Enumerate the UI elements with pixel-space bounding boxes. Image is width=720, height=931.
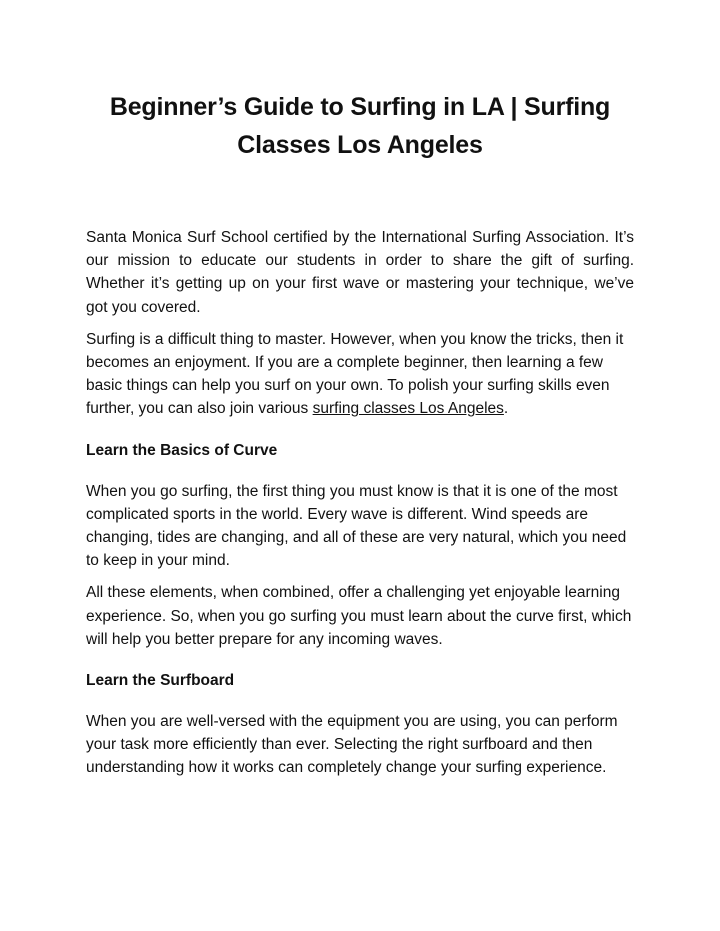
paragraph-text-end: . xyxy=(503,400,509,418)
section-heading-surfboard: Learn the Surfboard xyxy=(86,672,235,690)
paragraph-surfing-difficulty xyxy=(86,328,634,421)
section-heading-basics-of-curve: Learn the Basics of Curve xyxy=(86,441,278,459)
section-paragraph: When you go surfing, the first thing you must know is that it is one of the most complicated sports in the world. Every wave is different. Wind speeds are changing, tides are changing, and all of these are very natural, which you need to keep in your mind. xyxy=(86,482,627,570)
paragraph-text: Surfing is a difficult thing to master. However, when you know the tricks, then it becomes an enjoyment. If you are a complete beginner, then learning a few basic things can help you surf on your own. To polish your surfing skills even further, you can also join various xyxy=(86,330,624,418)
page-title: Beginner’s Guide to Surfing in LA | Surfing Classes Los Angeles xyxy=(109,93,611,159)
section-paragraph: All these elements, when combined, offer a challenging yet enjoyable learning experience. So, when you go surfing you must learn about the curve first, which will help you better prepare for any incoming waves. xyxy=(86,584,632,648)
section-paragraph: When you are well-versed with the equipment you are using, you can perform your task more efficiently than ever. Selecting the right surfboard and then understanding how it works can completely change your surfing experience. xyxy=(86,713,618,777)
surfing-classes-link[interactable]: surfing classes Los Angeles xyxy=(312,400,504,418)
intro-paragraph: Santa Monica Surf School certified by the International Surfing Association. It’s our mission to educate our students in order to share the gift of surfing. Whether it’s getting up on your first wave or mastering your technique, we’ve got you covered. xyxy=(86,229,634,316)
